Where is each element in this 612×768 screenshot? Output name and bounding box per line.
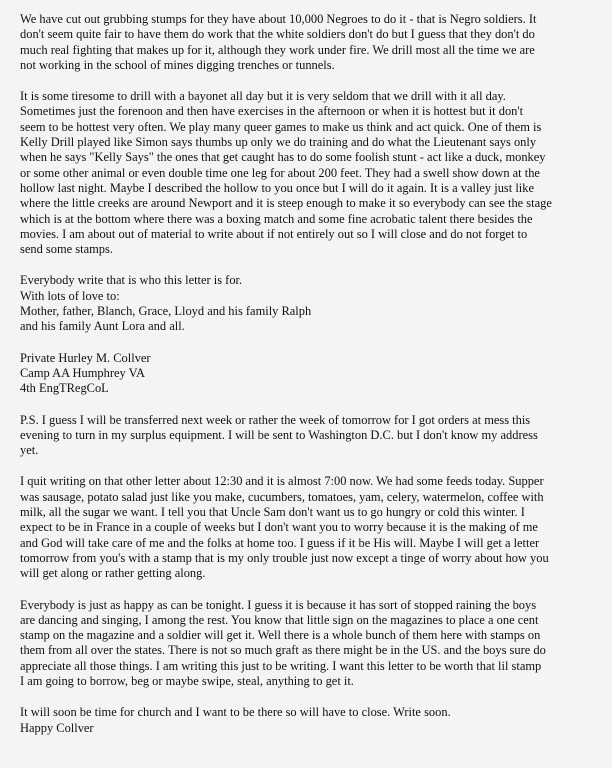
text-line: Sometimes just the forenoon and then have exercises in the afternoon or when it is hottest but it don't <box>20 104 524 119</box>
text-line: which is at the bottom where there was a boxing match and some fine acrobatic talent there besides the <box>20 211 533 226</box>
text-line: movies. I am about out of material to write about if not entirely out so I will close and do not forget to <box>20 226 528 241</box>
text-line: expect to be in France in a couple of weeks but I don't want you to worry because it is the making of me <box>20 520 538 535</box>
text-line: milk, all the sugar we want. I tell you that Uncle Sam don't want us to go hungry or cold this winter. I <box>20 505 525 520</box>
text-line: them from all over the states. There is not so much graft as there might be in the US. and the boys sure do <box>20 643 546 658</box>
text-line: Everybody is just as happy as can be tonight. I guess it is because it has sort of stopped raining the boys <box>20 597 537 612</box>
text-line: or some other animal or even double time one leg for about 200 feet. They had a swell show down at the <box>20 165 540 180</box>
text-line: will get along or rather getting along. <box>20 566 206 581</box>
text-line: was sausage, potato salad just like you make, cucumbers, tomatoes, yam, celery, watermelon, coffee with <box>20 489 544 504</box>
text-line: hollow last night. Maybe I described the hollow to you once but I will do it again. It is a valley just like <box>20 180 534 195</box>
text-line: yet. <box>20 443 39 458</box>
text-line: when he says "Kelly Says" the ones that get caught has to do some foolish stunt - act like a duck, monkey <box>20 150 546 165</box>
text-line: It will soon be time for church and I want to be there so will have to close. Write soon. <box>20 705 451 720</box>
text-line: Mother, father, Blanch, Grace, Lloyd and his family Ralph <box>20 304 312 319</box>
paragraph-supper <box>20 474 594 581</box>
text-line: send some stamps. <box>20 242 113 257</box>
text-line: It is some tiresome to drill with a bayonet all day but it is very seldom that we drill with it all day. <box>20 89 506 104</box>
text-line: I am going to borrow, beg or maybe swipe, steal, anything to get it. <box>20 673 354 688</box>
text-line: where the little creeks are around Newport and it is steep enough to make it so everybody can see the stage <box>20 196 552 211</box>
text-line: With lots of love to: <box>20 288 120 303</box>
paragraph-happy <box>20 598 594 690</box>
text-line: tomorrow from you's with a stamp that is my only trouble just now except a tinge of worry about how you <box>20 550 549 565</box>
text-line: and his family Aunt Lora and all. <box>20 319 185 334</box>
text-line: evening to turn in my surplus equipment. I will be sent to Washington D.C. but I don't know my address <box>20 427 538 442</box>
text-line: Kelly Drill played like Simon says thumbs up only we do training and do what the Lieutenant says only <box>20 135 537 150</box>
text-line: not working in the school of mines digging trenches or tunnels. <box>20 57 335 72</box>
paragraph-greetings <box>20 273 594 334</box>
paragraph-drill <box>20 89 594 257</box>
text-line: Everybody write that is who this letter is for. <box>20 273 243 288</box>
text-line: I quit writing on that other letter about 12:30 and it is almost 7:00 now. We had some feeds today. Supper <box>20 474 544 489</box>
text-line: appreciate all those things. I am writing this just to be writing. I want this letter to be worth that lil stamp <box>20 658 542 673</box>
signature-name: Private Hurley M. Collver <box>20 350 151 365</box>
paragraph-grubbing <box>20 12 594 73</box>
signature-unit: 4th EngTRegCoL <box>20 381 109 396</box>
text-line: seem to be hottest very often. We play many queer games to make us think and act quick. One of them is <box>20 119 542 134</box>
text-line: and God will take care of me and the folks at home too. I guess if it be His will. Maybe I will get a letter <box>20 535 540 550</box>
text-line: much real fighting that makes up for it, although they work under fire. We drill most all the time we are <box>20 42 535 57</box>
text-line: We have cut out grubbing stumps for they have about 10,000 Negroes to do it - that is Negro soldiers. It <box>20 12 537 26</box>
signature-camp: Camp AA Humphrey VA <box>20 365 145 380</box>
paragraph-postscript <box>20 413 594 459</box>
paragraph-closing <box>20 705 594 736</box>
text-line: are dancing and singing, I among the rest. You know that little sign on the magazines to place a one cent <box>20 612 539 627</box>
text-line: P.S. I guess I will be transferred next week or rather the week of tomorrow for I got orders at mess this <box>20 412 531 427</box>
text-line: stamp on the magazine and a soldier will get it. Well there is a whole bunch of them here with stamps on <box>20 628 541 643</box>
text-line: don't seem quite fair to have them do work that the white soldiers don't do but I guess that they don't do <box>20 27 535 42</box>
signature-block <box>20 351 594 397</box>
closing-signature: Happy Collver <box>20 720 94 735</box>
